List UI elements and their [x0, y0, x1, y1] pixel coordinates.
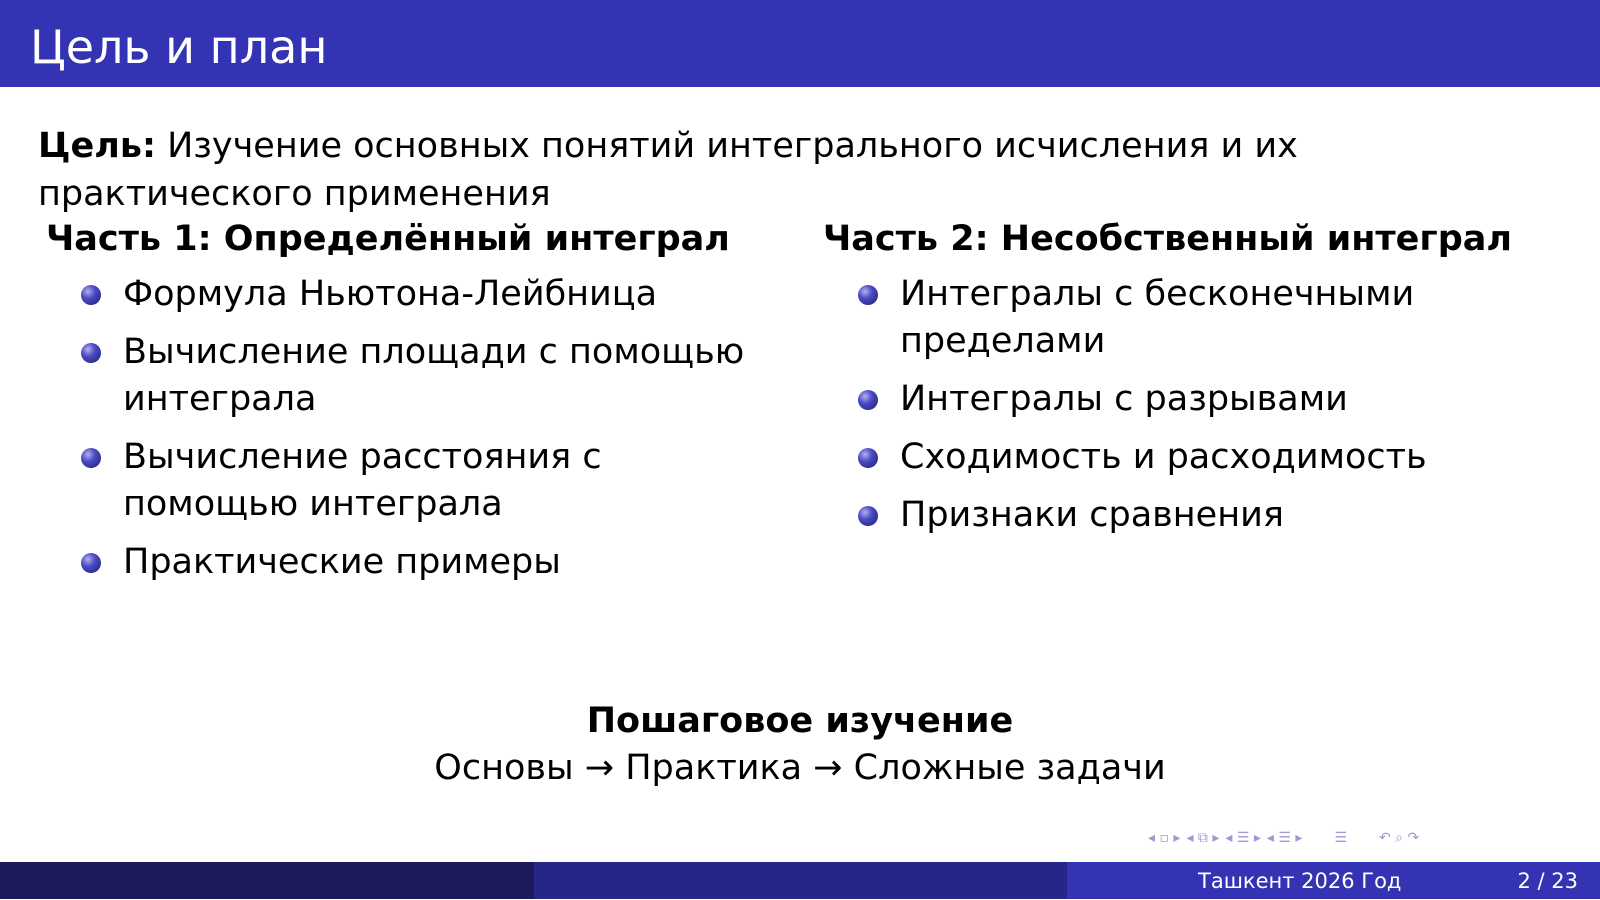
bullet-icon	[81, 343, 101, 363]
bullet-icon	[81, 553, 101, 573]
list-item	[46, 539, 776, 586]
part-2-list	[823, 271, 1553, 539]
list-item	[823, 434, 1553, 481]
bullet-icon	[858, 448, 878, 468]
footer-segment-dark	[0, 862, 534, 899]
list-item-text: Практические примеры	[123, 542, 561, 582]
list-item-text: Сходимость и расходимость	[900, 437, 1427, 477]
list-item	[823, 492, 1553, 539]
footer-place: Ташкент 2026 Год	[1198, 869, 1402, 893]
list-item	[823, 376, 1553, 423]
search-nav-icon[interactable]: ↶ ⌕ ↷	[1379, 830, 1420, 846]
part-nav-icon[interactable]: ◂ ☰ ▸	[1266, 830, 1303, 846]
step-sequence: Основы → Практика → Сложные задачи	[434, 748, 1166, 788]
list-item-text: Вычисление расстояния с помощью интеграла	[123, 437, 602, 524]
goal-text: Изучение основных понятий интегрального исчисления и их практического применения	[38, 126, 1298, 214]
bullet-icon	[858, 506, 878, 526]
footer-bar	[0, 862, 1600, 899]
step-title: Пошаговое изучение	[586, 701, 1014, 741]
footer-segment-mid	[534, 862, 1067, 899]
goal-statement	[38, 122, 1538, 218]
footer-segment-light	[1067, 862, 1600, 899]
list-item-text: Формула Ньютона-Лейбница	[123, 274, 658, 314]
toc-nav-icon[interactable]: ☰	[1334, 830, 1347, 846]
part-1-heading: Часть 1: Определённый интеграл	[46, 219, 730, 259]
column-part-1	[46, 215, 776, 597]
section-nav-icon[interactable]: ◂ ☰ ▸	[1225, 830, 1261, 846]
page-counter: 2 / 23	[1517, 869, 1578, 893]
list-item	[46, 434, 776, 528]
frame-nav-icon[interactable]: ◂ ▫ ▸	[1148, 830, 1181, 846]
beamer-navigation	[1148, 828, 1419, 848]
bullet-icon	[858, 285, 878, 305]
bullet-icon	[81, 285, 101, 305]
part-1-list	[46, 271, 776, 586]
goal-label: Цель:	[38, 126, 156, 166]
list-item-text: Интегралы с разрывами	[900, 379, 1348, 419]
bullet-icon	[81, 448, 101, 468]
column-part-2	[823, 215, 1553, 550]
part-2-heading: Часть 2: Несобственный интеграл	[823, 219, 1513, 259]
step-by-step-block	[0, 698, 1600, 792]
bullet-icon	[858, 390, 878, 410]
subsection-nav-icon[interactable]: ◂ ⧉ ▸	[1186, 830, 1220, 846]
list-item	[46, 271, 776, 318]
list-item	[823, 271, 1553, 365]
list-item	[46, 329, 776, 423]
list-item-text: Интегралы с бесконечными пределами	[900, 274, 1415, 361]
list-item-text: Вычисление площади с помощью интеграла	[123, 332, 745, 419]
frame-title: Цель и план	[0, 0, 1600, 87]
list-item-text: Признаки сравнения	[900, 495, 1284, 535]
